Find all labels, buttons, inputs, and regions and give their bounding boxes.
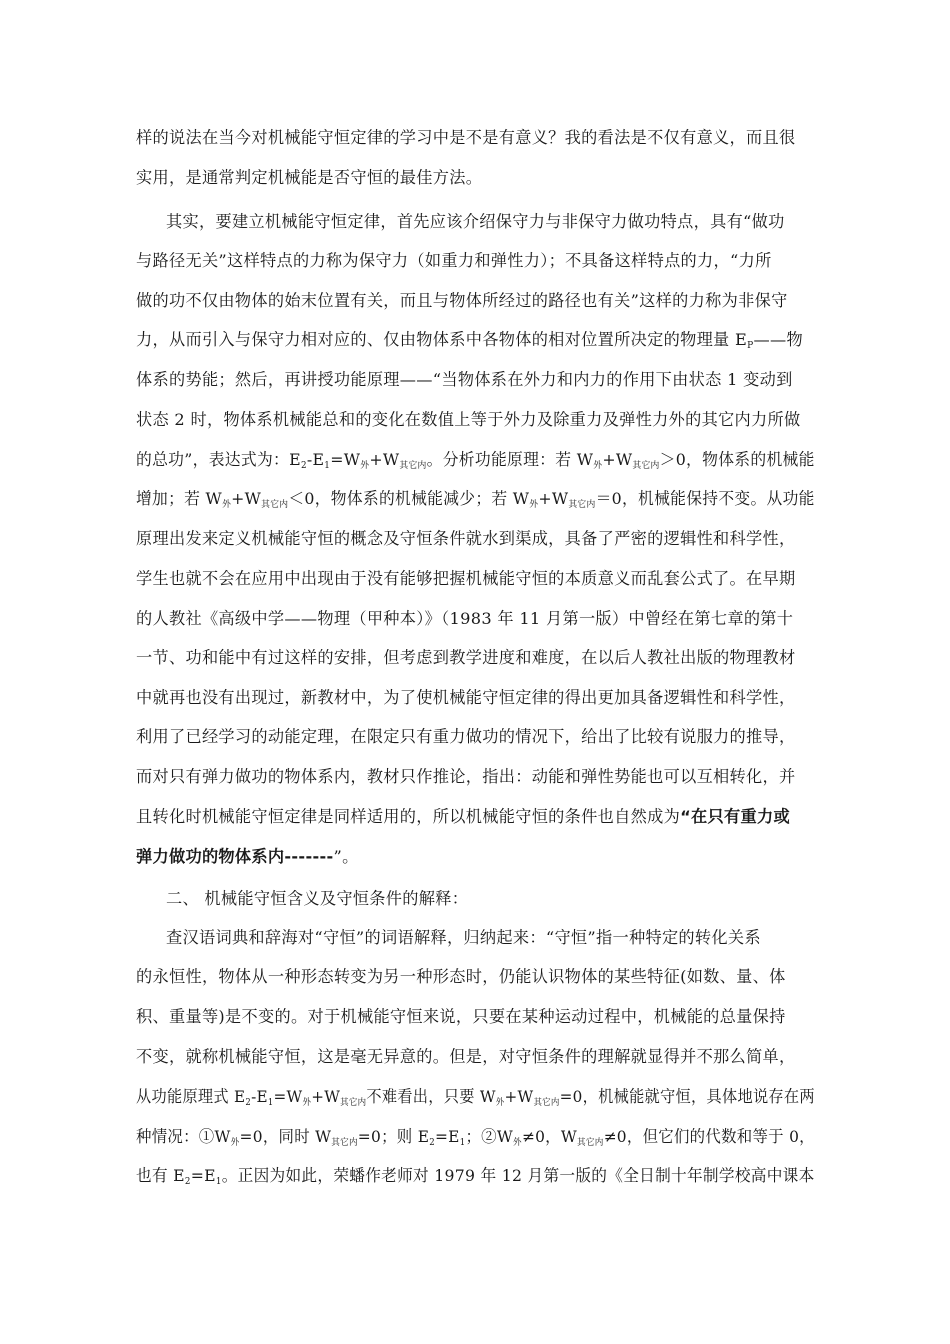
paragraph-2-line-14: 利用了已经学习的动能定理，在限定只有重力做功的情况下，给出了比较有说服力的推导， <box>136 727 796 746</box>
emphasized-phrase-continued: 弹力做功的物体系内------- <box>136 847 334 866</box>
paragraph-2-line-4: 力，从而引入与保守力相对应的、仅由物体系中各物体的相对位置所决定的物理量 $E_P——$物 <box>136 330 803 351</box>
paragraph-2-line-13: 中就再也没有出现过，新教材中，为了使机械能守恒定律的得出更加具备逻辑性和科学性， <box>136 688 796 707</box>
paragraph-3-line-4: 不变，就称机械能守恒，这是毫无异意的。但是，对守恒条件的理解就显得并不那么简单， <box>136 1047 796 1066</box>
paragraph-2-line-17: 弹力做功的物体系内-------”。 <box>136 847 359 866</box>
paragraph-3-line-5: 从功能原理式 $E_2-E_1=W_外+W_{其它内}$不难看出，只要 $W_外+W_{其它内}=0$，机械能就守恒，具体地说存在两 <box>136 1087 815 1108</box>
paragraph-3-line-7: 也有 $E_2=E_1$。正因为如此，荣蟠作老师对 1979 年 12 月第一版的《全日制十年制学校高中课本 <box>136 1166 815 1187</box>
section-heading: 二、 机械能守恒含义及守恒条件的解释： <box>166 889 469 908</box>
paragraph-2-line-15: 而对只有弹力做功的物体系内，教材只作推论，指出：动能和弹性势能也可以互相转化，并 <box>136 767 796 786</box>
paragraph-1-line-2: 实用，是通常判定机械能是否守恒的最佳方法。 <box>136 168 483 187</box>
paragraph-3-line-1: 查汉语词典和辞海对“守恒”的词语解释，归纳起来：“守恒”指一种特定的转化关系 <box>166 928 761 947</box>
paragraph-2-line-7: 的总功”，表达式为：$E_2-E_1=W_外+W_{其它内}$。分析功能原理：若 $W_外+W_{其它内}>0$，物体系的机械能 <box>136 450 815 471</box>
paragraph-2-line-11: 的人教社《高级中学——物理（甲种本）》（1983 年 11 月第一版）中曾经在第七章的第十 <box>136 609 794 628</box>
paragraph-2-line-1: 其实，要建立机械能守恒定律，首先应该介绍保守力与非保守力做功特点，具有“做功 <box>166 212 785 231</box>
paragraph-2-line-10: 学生也就不会在应用中出现由于没有能够把握机械能守恒的本质意义而乱套公式了。在早期 <box>136 569 796 588</box>
paragraph-2-line-6: 状态 2 时，物体系机械能总和的变化在数值上等于外力及除重力及弹性力外的其它内力所做 <box>136 410 801 429</box>
paragraph-3-line-6: 种情况：$①W_外=0$，同时 $W_{其它内}=0$；则 $E_2=E_1$；$②W_外\ne 0$，$W_{其它内}\ne 0$，但它们的代数和等于 0， <box>136 1127 815 1148</box>
paragraph-2-line-12: 一节、功和能中有过这样的安排，但考虑到教学进度和难度，在以后人教社出版的物理教材 <box>136 648 796 667</box>
paragraph-2-line-16: 且转化时机械能守恒定律是同样适用的，所以机械能守恒的条件也自然成为“在只有重力或 <box>136 807 790 826</box>
paragraph-2-line-8: 增加；若 $W_外+W_{其它内}<0$，物体系的机械能减少；若 $W_外+W_{其它内}=0$，机械能保持不变。从功能 <box>136 489 815 510</box>
paragraph-2-line-5: 体系的势能；然后，再讲授功能原理——“当物体系在外力和内力的作用下由状态 1 变动到 <box>136 370 793 389</box>
paragraph-3-line-3: 积、重量等)是不变的。对于机械能守恒来说，只要在某种运动过程中，机械能的总量保持 <box>136 1007 786 1026</box>
paragraph-2-line-3: 做的功不仅由物体的始末位置有关，而且与物体所经过的路径也有关”这样的力称为非保守 <box>136 291 788 310</box>
emphasized-phrase: “在只有重力或 <box>680 807 790 826</box>
paragraph-2-line-2: 与路径无关”这样特点的力称为保守力（如重力和弹性力）；不具备这样特点的力，“力所 <box>136 251 772 270</box>
paragraph-2-line-9: 原理出发来定义机械能守恒的概念及守恒条件就水到渠成，具备了严密的逻辑性和科学性， <box>136 529 796 548</box>
paragraph-1-line-1: 样的说法在当今对机械能守恒定律的学习中是不是有意义？我的看法是不仅有意义，而且很 <box>136 128 796 147</box>
paragraph-3-line-2: 的永恒性，物体从一种形态转变为另一种形态时，仍能认识物体的某些特征(如数、量、体 <box>136 967 786 986</box>
